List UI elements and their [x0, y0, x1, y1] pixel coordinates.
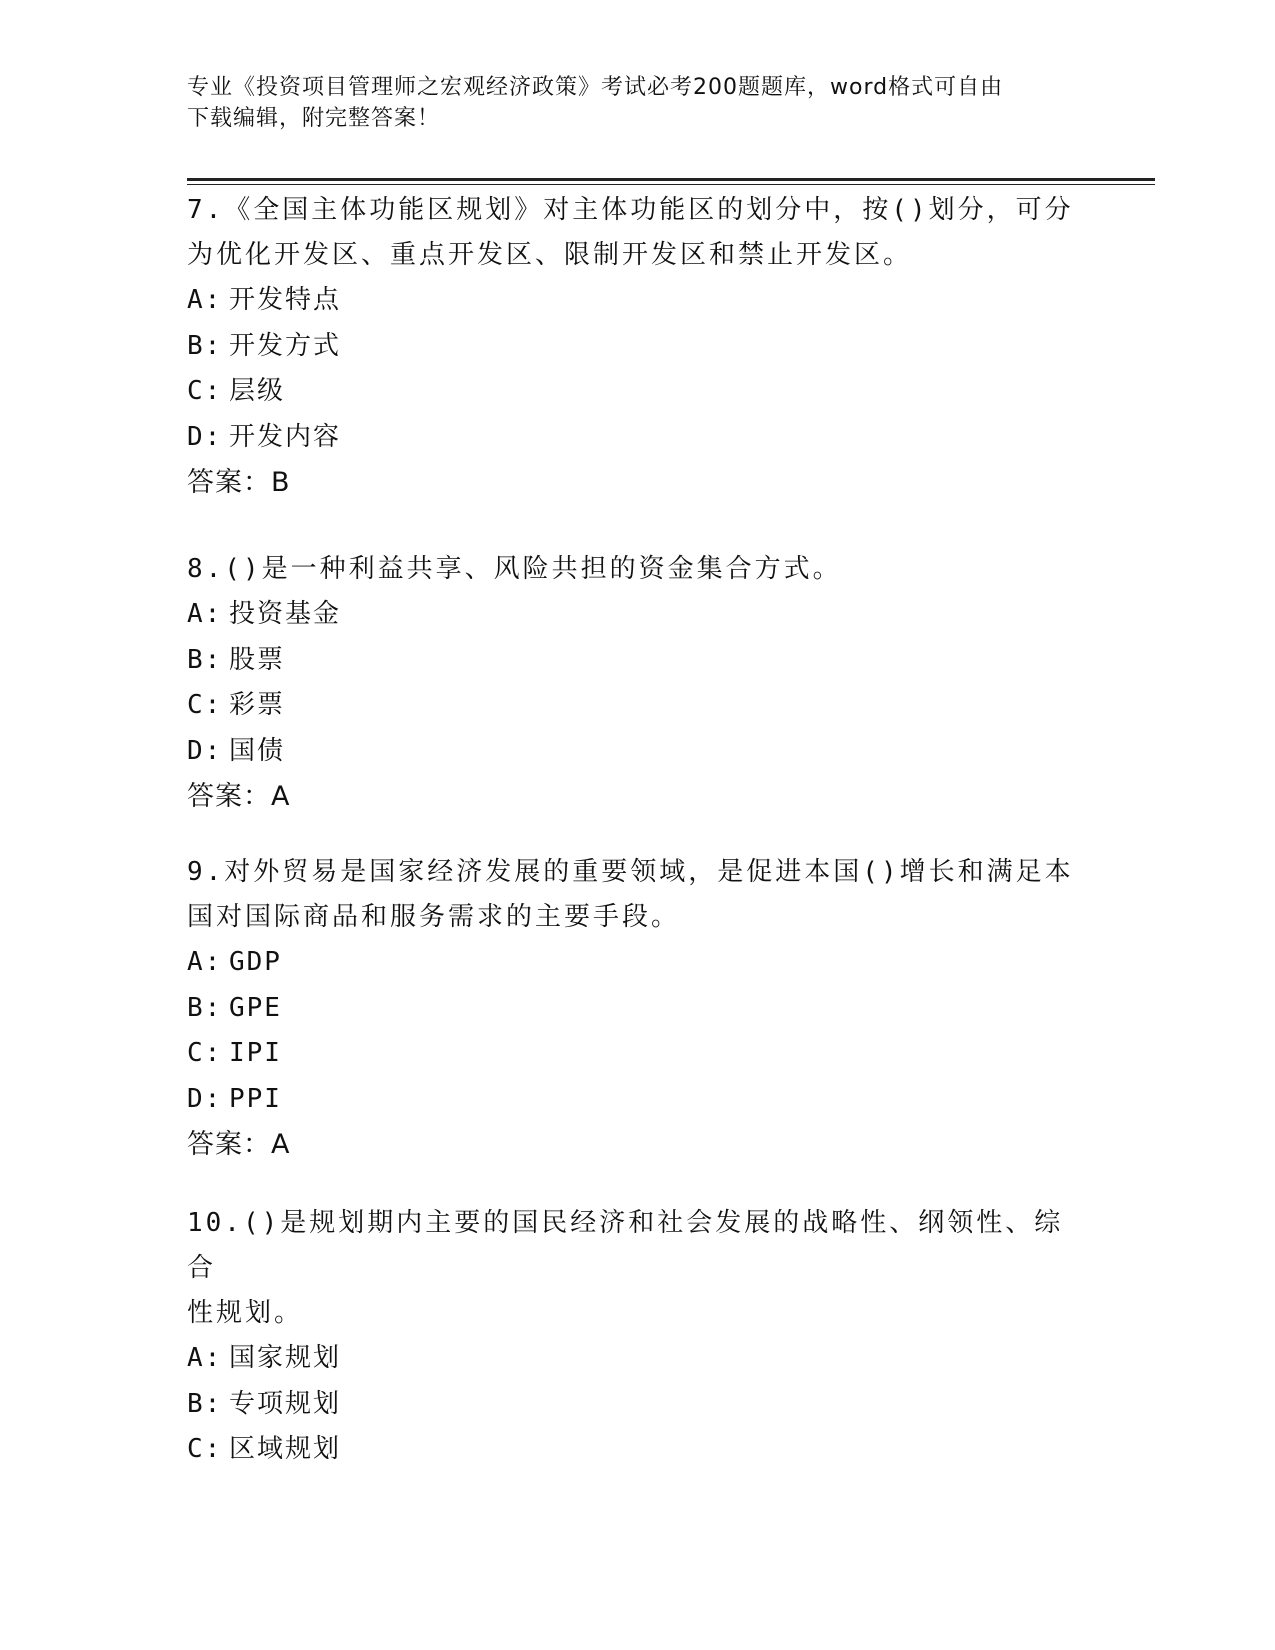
question-stem-line: 8.()是一种利益共享、风险共担的资金集合方式。 [187, 554, 842, 584]
option-text: 专项规划 [229, 1388, 342, 1419]
option-a [187, 592, 1087, 638]
question-7 [187, 188, 1087, 505]
question-stem-line: 性规划。 [187, 1298, 304, 1328]
option-key: A: [187, 1343, 223, 1373]
option-c [187, 1031, 1087, 1077]
option-text: 开发特点 [229, 285, 342, 315]
option-text: IPI [229, 1038, 282, 1068]
question-stem-line: 为优化开发区、重点开发区、限制开发区和禁止开发区。 [187, 240, 913, 270]
option-d [187, 1077, 1087, 1123]
option-key: A: [187, 947, 223, 977]
header-line-1: 专业《投资项目管理师之宏观经济政策》考试必考200题题库，word格式可自由 [187, 75, 1004, 100]
option-text: 投资基金 [229, 599, 342, 629]
option-key: C: [187, 1038, 223, 1068]
option-b [187, 986, 1087, 1032]
answer-line: 答案：B [187, 467, 291, 498]
option-key: D: [187, 421, 223, 452]
answer-line: 答案：A [187, 781, 291, 812]
option-key: C: [187, 690, 223, 720]
question-8 [187, 547, 1087, 819]
header-divider-thin [187, 184, 1155, 185]
question-stem-line: 7.《全国主体功能区规划》对主体功能区的划分中，按()划分，可分 [187, 195, 1074, 225]
question-stem-line: 国对国际商品和服务需求的主要手段。 [187, 902, 681, 932]
document-header [187, 72, 1077, 134]
question-stem-line: 10.()是规划期内主要的国民经济和社会发展的战略性、纲领性、综合 [187, 1208, 1064, 1283]
option-d [187, 415, 1087, 461]
option-b [187, 638, 1087, 684]
option-a [187, 278, 1087, 324]
option-d [187, 729, 1087, 775]
option-text: GPE [229, 992, 282, 1023]
option-c [187, 1427, 1087, 1473]
option-text: PPI [229, 1083, 282, 1114]
option-key: D: [187, 735, 223, 766]
question-10 [187, 1201, 1087, 1473]
question-stem-line: 9.对外贸易是国家经济发展的重要领域，是促进本国()增长和满足本 [187, 857, 1074, 887]
option-text: 区域规划 [229, 1434, 342, 1464]
option-key: A: [187, 599, 223, 629]
option-key: C: [187, 1434, 223, 1464]
option-key: B: [187, 644, 223, 675]
option-key: B: [187, 992, 223, 1023]
option-c [187, 683, 1087, 729]
option-b [187, 324, 1087, 370]
option-text: 股票 [229, 644, 286, 675]
option-a [187, 940, 1087, 986]
header-line-2: 下载编辑，附完整答案！ [187, 106, 441, 131]
option-key: D: [187, 1083, 223, 1114]
option-text: 开发方式 [229, 330, 342, 361]
answer-line: 答案：A [187, 1129, 291, 1160]
option-key: C: [187, 376, 223, 406]
option-text: 开发内容 [229, 421, 342, 452]
option-key: B: [187, 330, 223, 361]
option-text: 彩票 [229, 690, 286, 720]
option-text: 国家规划 [229, 1343, 342, 1373]
option-c [187, 369, 1087, 415]
option-text: GDP [229, 947, 282, 977]
question-9 [187, 850, 1087, 1167]
option-b [187, 1382, 1087, 1428]
option-a [187, 1336, 1087, 1382]
header-divider-thick [187, 178, 1155, 181]
option-key: A: [187, 285, 223, 315]
option-key: B: [187, 1388, 223, 1419]
option-text: 国债 [229, 735, 286, 766]
option-text: 层级 [229, 376, 286, 406]
